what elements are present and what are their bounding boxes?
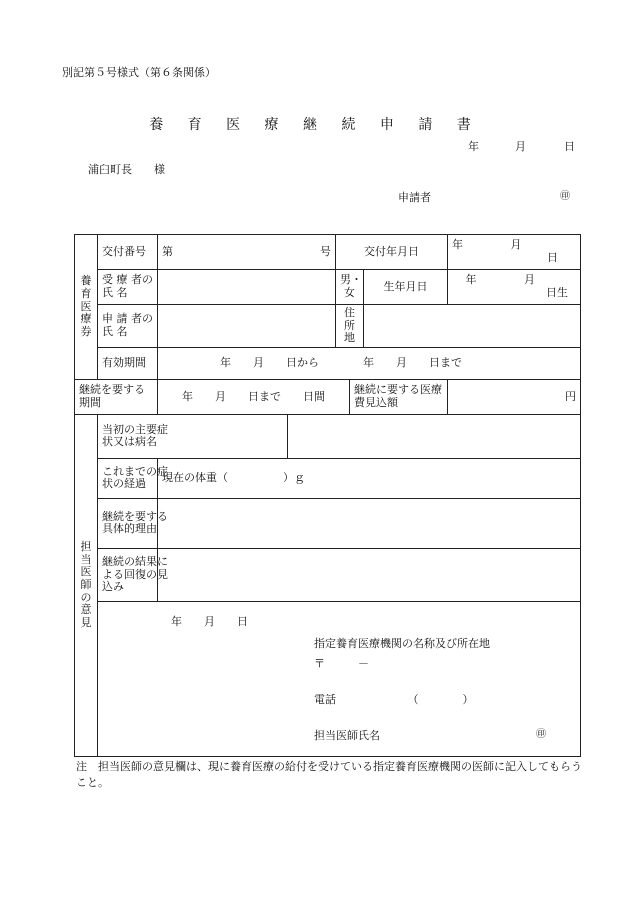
main-symptom-label: 当初の主要症状又は病名 bbox=[98, 414, 288, 458]
address-label: 住所地 bbox=[336, 305, 364, 348]
postal-code-field[interactable]: 〒 － bbox=[314, 656, 369, 670]
applicant-row bbox=[75, 305, 581, 348]
doctor-name-label: 担当医師氏名 bbox=[314, 728, 380, 742]
issue-number-row bbox=[75, 235, 581, 270]
recipient-name-field[interactable] bbox=[158, 270, 336, 305]
reason-field[interactable] bbox=[158, 498, 581, 548]
applicant-seal-icon: ㊞ bbox=[560, 191, 570, 202]
sex-field[interactable]: 男・女 bbox=[336, 270, 364, 305]
application-form-table bbox=[74, 234, 581, 757]
applicant-label: 申請者 bbox=[398, 191, 431, 204]
progress-row bbox=[75, 458, 581, 498]
continuation-row bbox=[75, 379, 581, 414]
continuation-cost-label: 継続に要する医療費見込額 bbox=[350, 379, 448, 414]
date-year-label: 年 bbox=[468, 140, 479, 153]
date-month-label: 月 bbox=[515, 140, 526, 153]
recipient-row bbox=[75, 270, 581, 305]
continuation-cost-field[interactable]: 円 bbox=[448, 379, 581, 414]
issue-number-label: 交付番号 bbox=[98, 235, 158, 270]
document-title: 養 育 医 療 継 続 申 請 書 bbox=[149, 117, 481, 133]
recipient-name-label: 受 療 者の 氏 名 bbox=[98, 270, 158, 305]
prospect-row bbox=[75, 548, 581, 601]
continuation-period-field[interactable]: 年 月 日まで 日間 bbox=[158, 379, 350, 414]
issue-date-label: 交付年月日 bbox=[336, 235, 448, 270]
doctor-signature-row bbox=[75, 601, 581, 756]
validity-label: 有効期間 bbox=[98, 347, 158, 379]
form-reference: 別記第５号様式（第６条関係） bbox=[62, 66, 216, 79]
doctor-signature-area bbox=[98, 601, 581, 756]
issue-number-field[interactable]: 第 号 bbox=[158, 235, 336, 270]
institution-label: 指定養育医療機関の名称及び所在地 bbox=[314, 636, 490, 650]
phone-field[interactable]: 電話 （ ） bbox=[314, 692, 474, 706]
birth-label: 生年月日 bbox=[364, 270, 448, 305]
reason-row bbox=[75, 498, 581, 548]
birth-date-field[interactable]: 年 月 日生 bbox=[448, 270, 581, 305]
issue-date-field[interactable]: 年 月 日 bbox=[448, 235, 581, 270]
continuation-period-label: 継続を要する期間 bbox=[75, 379, 158, 414]
progress-field[interactable]: 現在の体重（ ）ｇ bbox=[158, 458, 581, 498]
addressee: 浦臼町長 様 bbox=[88, 163, 165, 176]
prospect-field[interactable] bbox=[158, 548, 581, 601]
date-day-label: 日 bbox=[564, 140, 575, 153]
reason-label: 継続を要する具体的理由 bbox=[98, 498, 158, 548]
validity-field[interactable]: 年 月 日から 年 月 日まで bbox=[158, 347, 581, 379]
address-field[interactable] bbox=[364, 305, 581, 348]
validity-row bbox=[75, 347, 581, 379]
main-symptom-row bbox=[75, 414, 581, 458]
main-symptom-field[interactable] bbox=[288, 414, 581, 458]
progress-label: これまでの症状の経過 bbox=[98, 458, 158, 498]
applicant-name-field[interactable] bbox=[158, 305, 336, 348]
prospect-label: 継続の結果による回復の見込み bbox=[98, 548, 158, 601]
applicant-name-label: 申 請 者の 氏 名 bbox=[98, 305, 158, 348]
opinion-date[interactable]: 年 月 日 bbox=[171, 614, 248, 628]
doctor-seal-icon: ㊞ bbox=[536, 728, 546, 740]
ticket-vertical-label: 養 育 医 療 券 bbox=[75, 235, 98, 380]
doctor-opinion-vertical-label: 担 当 医 師 の 意 見 bbox=[75, 414, 98, 756]
footnote: 注 担当医師の意見欄は、現に養育医療の給付を受けている指定養育医療機関の医師に記入してもらうこと。 bbox=[76, 760, 582, 789]
